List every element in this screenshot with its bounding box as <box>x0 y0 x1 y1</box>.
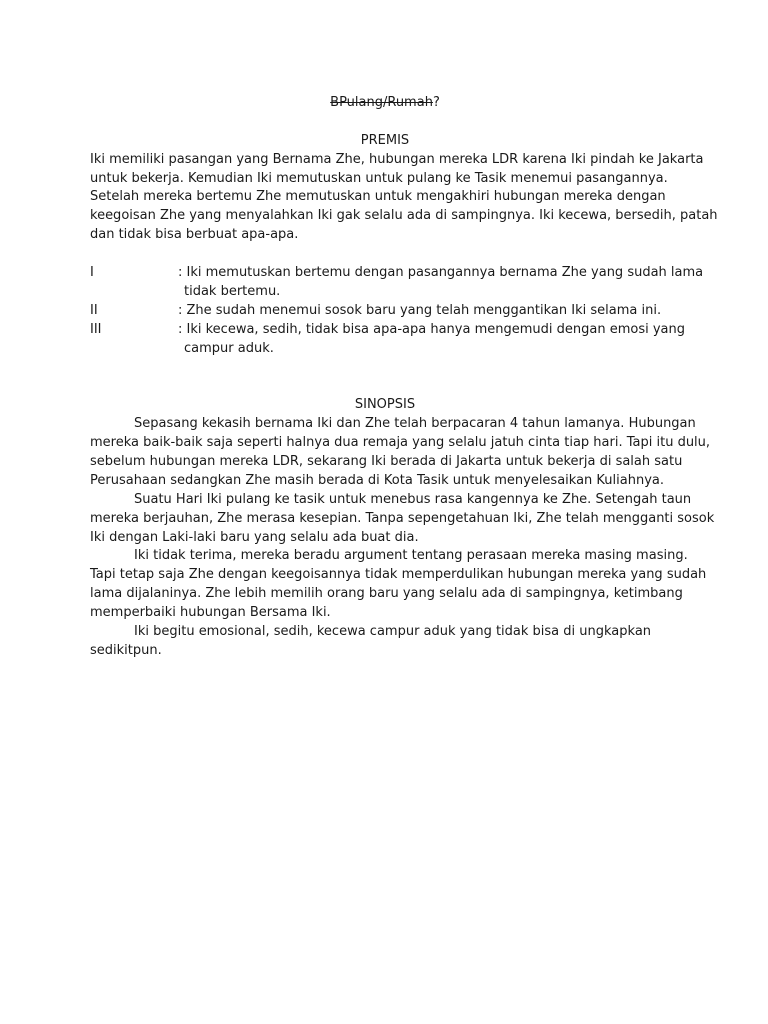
sinopsis-paragraph <box>90 415 711 491</box>
premis-line: untuk bekerja. Kemudian Iki memutuskan untuk pulang ke Tasik menemui pasangannya. <box>90 170 668 186</box>
acts-list <box>90 264 704 358</box>
act-text <box>178 302 680 321</box>
sinopsis-line: Sepasang kekasih bernama Iki dan Zhe telah berpacaran 4 tahun lamanya. Hubungan <box>134 416 696 432</box>
act-number: III <box>90 321 102 337</box>
act-row <box>90 264 704 302</box>
act-line: campur aduk. <box>184 340 274 356</box>
act-number: II <box>90 302 98 318</box>
document-page <box>90 94 718 661</box>
title-struck-text: BPulang/Rumah <box>330 95 433 110</box>
spacer <box>90 245 680 264</box>
sinopsis-line: mereka baik-baik saja seperti halnya dua remaja yang selalu jatuh cinta tiap hari. Tapi itu dulu, <box>90 435 711 451</box>
sinopsis-line: Iki begitu emosional, sedih, kecewa campur aduk yang tidak bisa di ungkapkan <box>134 623 652 639</box>
document-title <box>90 94 680 113</box>
act-line: : Iki memutuskan bertemu dengan pasangannya bernama Zhe yang sudah lama <box>178 265 704 281</box>
sinopsis-heading: SINOPSIS <box>354 397 416 413</box>
act-line: : Zhe sudah menemui sosok baru yang telah menggantikan Iki selama ini. <box>178 302 662 318</box>
sinopsis-line: memperbaiki hubungan Bersama Iki. <box>90 605 331 621</box>
sinopsis-line: Tapi tetap saja Zhe dengan keegoisannya tidak memperdulikan hubungan mereka yang sudah <box>90 567 707 583</box>
premis-line: dan tidak bisa berbuat apa-apa. <box>90 227 299 243</box>
premis-line: keegoisan Zhe yang menyalahkan Iki gak selalu ada di sampingnya. Iki kecewa, bersedih, patah <box>90 208 718 224</box>
act-row <box>90 321 685 359</box>
act-text <box>178 264 703 302</box>
sinopsis-line: lama dijalaninya. Zhe lebih memilih orang baru yang selalu ada di sampingnya, ketimbang <box>90 586 683 602</box>
premis-heading: PREMIS <box>360 132 410 148</box>
sinopsis-line: Suatu Hari Iki pulang ke tasik untuk menebus rasa kangennya ke Zhe. Setengah taun <box>134 491 692 507</box>
act-line: : Iki kecewa, sedih, tidak bisa apa-apa hanya mengemudi dengan emosi yang <box>178 321 685 337</box>
title-suffix: ? <box>432 95 440 110</box>
sinopsis-line: sebelum hubungan mereka LDR, sekarang Iki berada di Jakarta untuk bekerja di salah satu <box>90 453 683 469</box>
act-text <box>178 321 685 359</box>
spacer <box>90 113 680 132</box>
sinopsis-line: sedikitpun. <box>90 642 162 658</box>
sinopsis-paragraph <box>90 547 707 623</box>
premis-paragraph <box>90 151 718 245</box>
spacer <box>90 358 680 396</box>
act-number: I <box>90 265 94 281</box>
premis-line: Setelah mereka bertemu Zhe memutuskan untuk mengakhiri hubungan mereka dengan <box>90 189 666 205</box>
sinopsis-paragraph <box>90 491 715 548</box>
sinopsis-line: Iki dengan Laki-laki baru yang selalu ada buat dia. <box>90 529 419 545</box>
sinopsis-paragraph <box>90 623 680 661</box>
act-line: tidak bertemu. <box>184 283 281 299</box>
sinopsis-line: Perusahaan sedangkan Zhe masih berada di Kota Tasik untuk menyelesaikan Kuliahnya. <box>90 472 664 488</box>
sinopsis-line: mereka berjauhan, Zhe merasa kesepian. Tanpa sepengetahuan Iki, Zhe telah mengganti sosok <box>90 510 715 526</box>
sinopsis-line: Iki tidak terima, mereka beradu argument tentang perasaan mereka masing masing. <box>134 548 688 564</box>
act-row <box>90 302 680 321</box>
premis-line: Iki memiliki pasangan yang Bernama Zhe, hubungan mereka LDR karena Iki pindah ke Jakarta <box>90 151 704 167</box>
